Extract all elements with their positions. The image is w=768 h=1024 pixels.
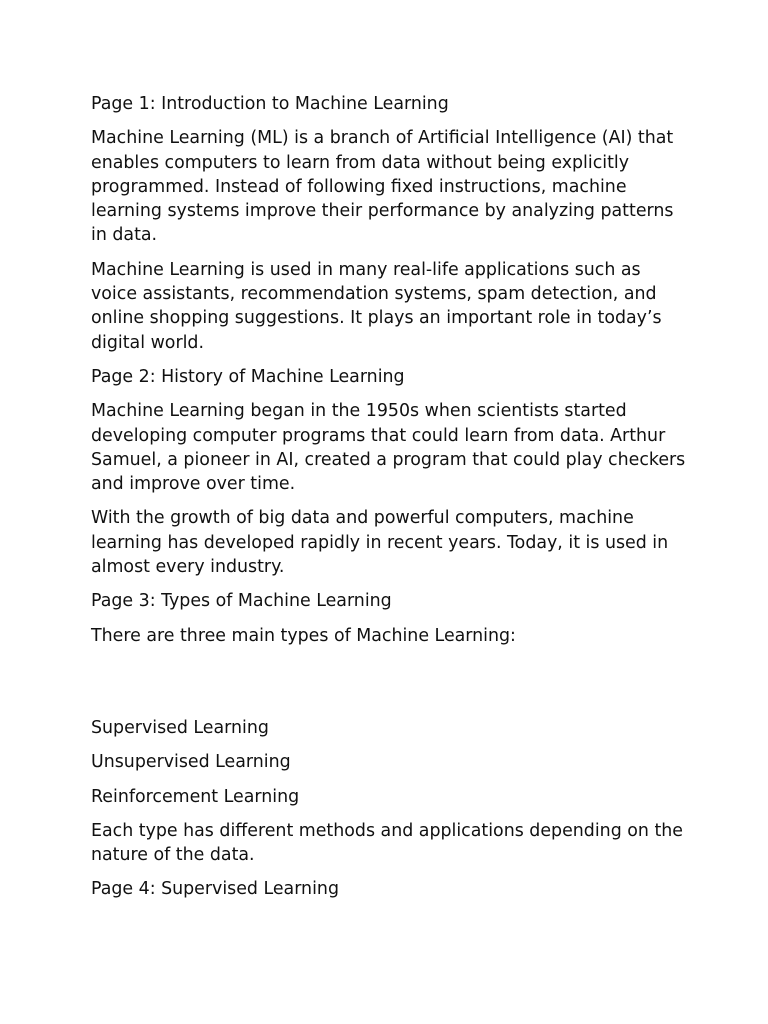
section-heading-types: Page 3: Types of Machine Learning: [91, 591, 392, 612]
document-page: [91, 92, 691, 912]
paragraph-history-origins: Machine Learning began in the 1950s when scientists started developing computer programs that could learn from data. Arthur Samuel, a pioneer in AI, created a program that could play checkers and improve over time.: [91, 401, 686, 495]
paragraph-history-growth: With the growth of big data and powerful computers, machine learning has developed rapidly in recent years. Today, it is used in almost every industry.: [91, 508, 669, 578]
section-heading-history: Page 2: History of Machine Learning: [91, 366, 405, 387]
list-item-unsupervised: Unsupervised Learning: [91, 752, 291, 773]
paragraph-ml-applications: Machine Learning is used in many real-life applications such as voice assistants, recommendation systems, spam detection, and online shopping suggestions. It plays an important role in today’s digital world.: [91, 259, 662, 353]
blank-space: [91, 658, 691, 716]
paragraph-ml-definition: Machine Learning (ML) is a branch of Artificial Intelligence (AI) that enables computers to learn from data without being explicitly programmed. Instead of following fixed instructions, machine learning systems improve their performance by analyzing patterns in data.: [91, 128, 674, 246]
section-heading-intro: Page 1: Introduction to Machine Learning: [91, 94, 449, 114]
paragraph-types-intro: There are three main types of Machine Learning:: [91, 625, 516, 646]
paragraph-types-closing: Each type has different methods and applications depending on the nature of the data.: [91, 820, 683, 866]
section-heading-supervised: Page 4: Supervised Learning: [91, 879, 339, 900]
list-item-reinforcement: Reinforcement Learning: [91, 786, 300, 807]
list-item-supervised: Supervised Learning: [91, 717, 269, 738]
